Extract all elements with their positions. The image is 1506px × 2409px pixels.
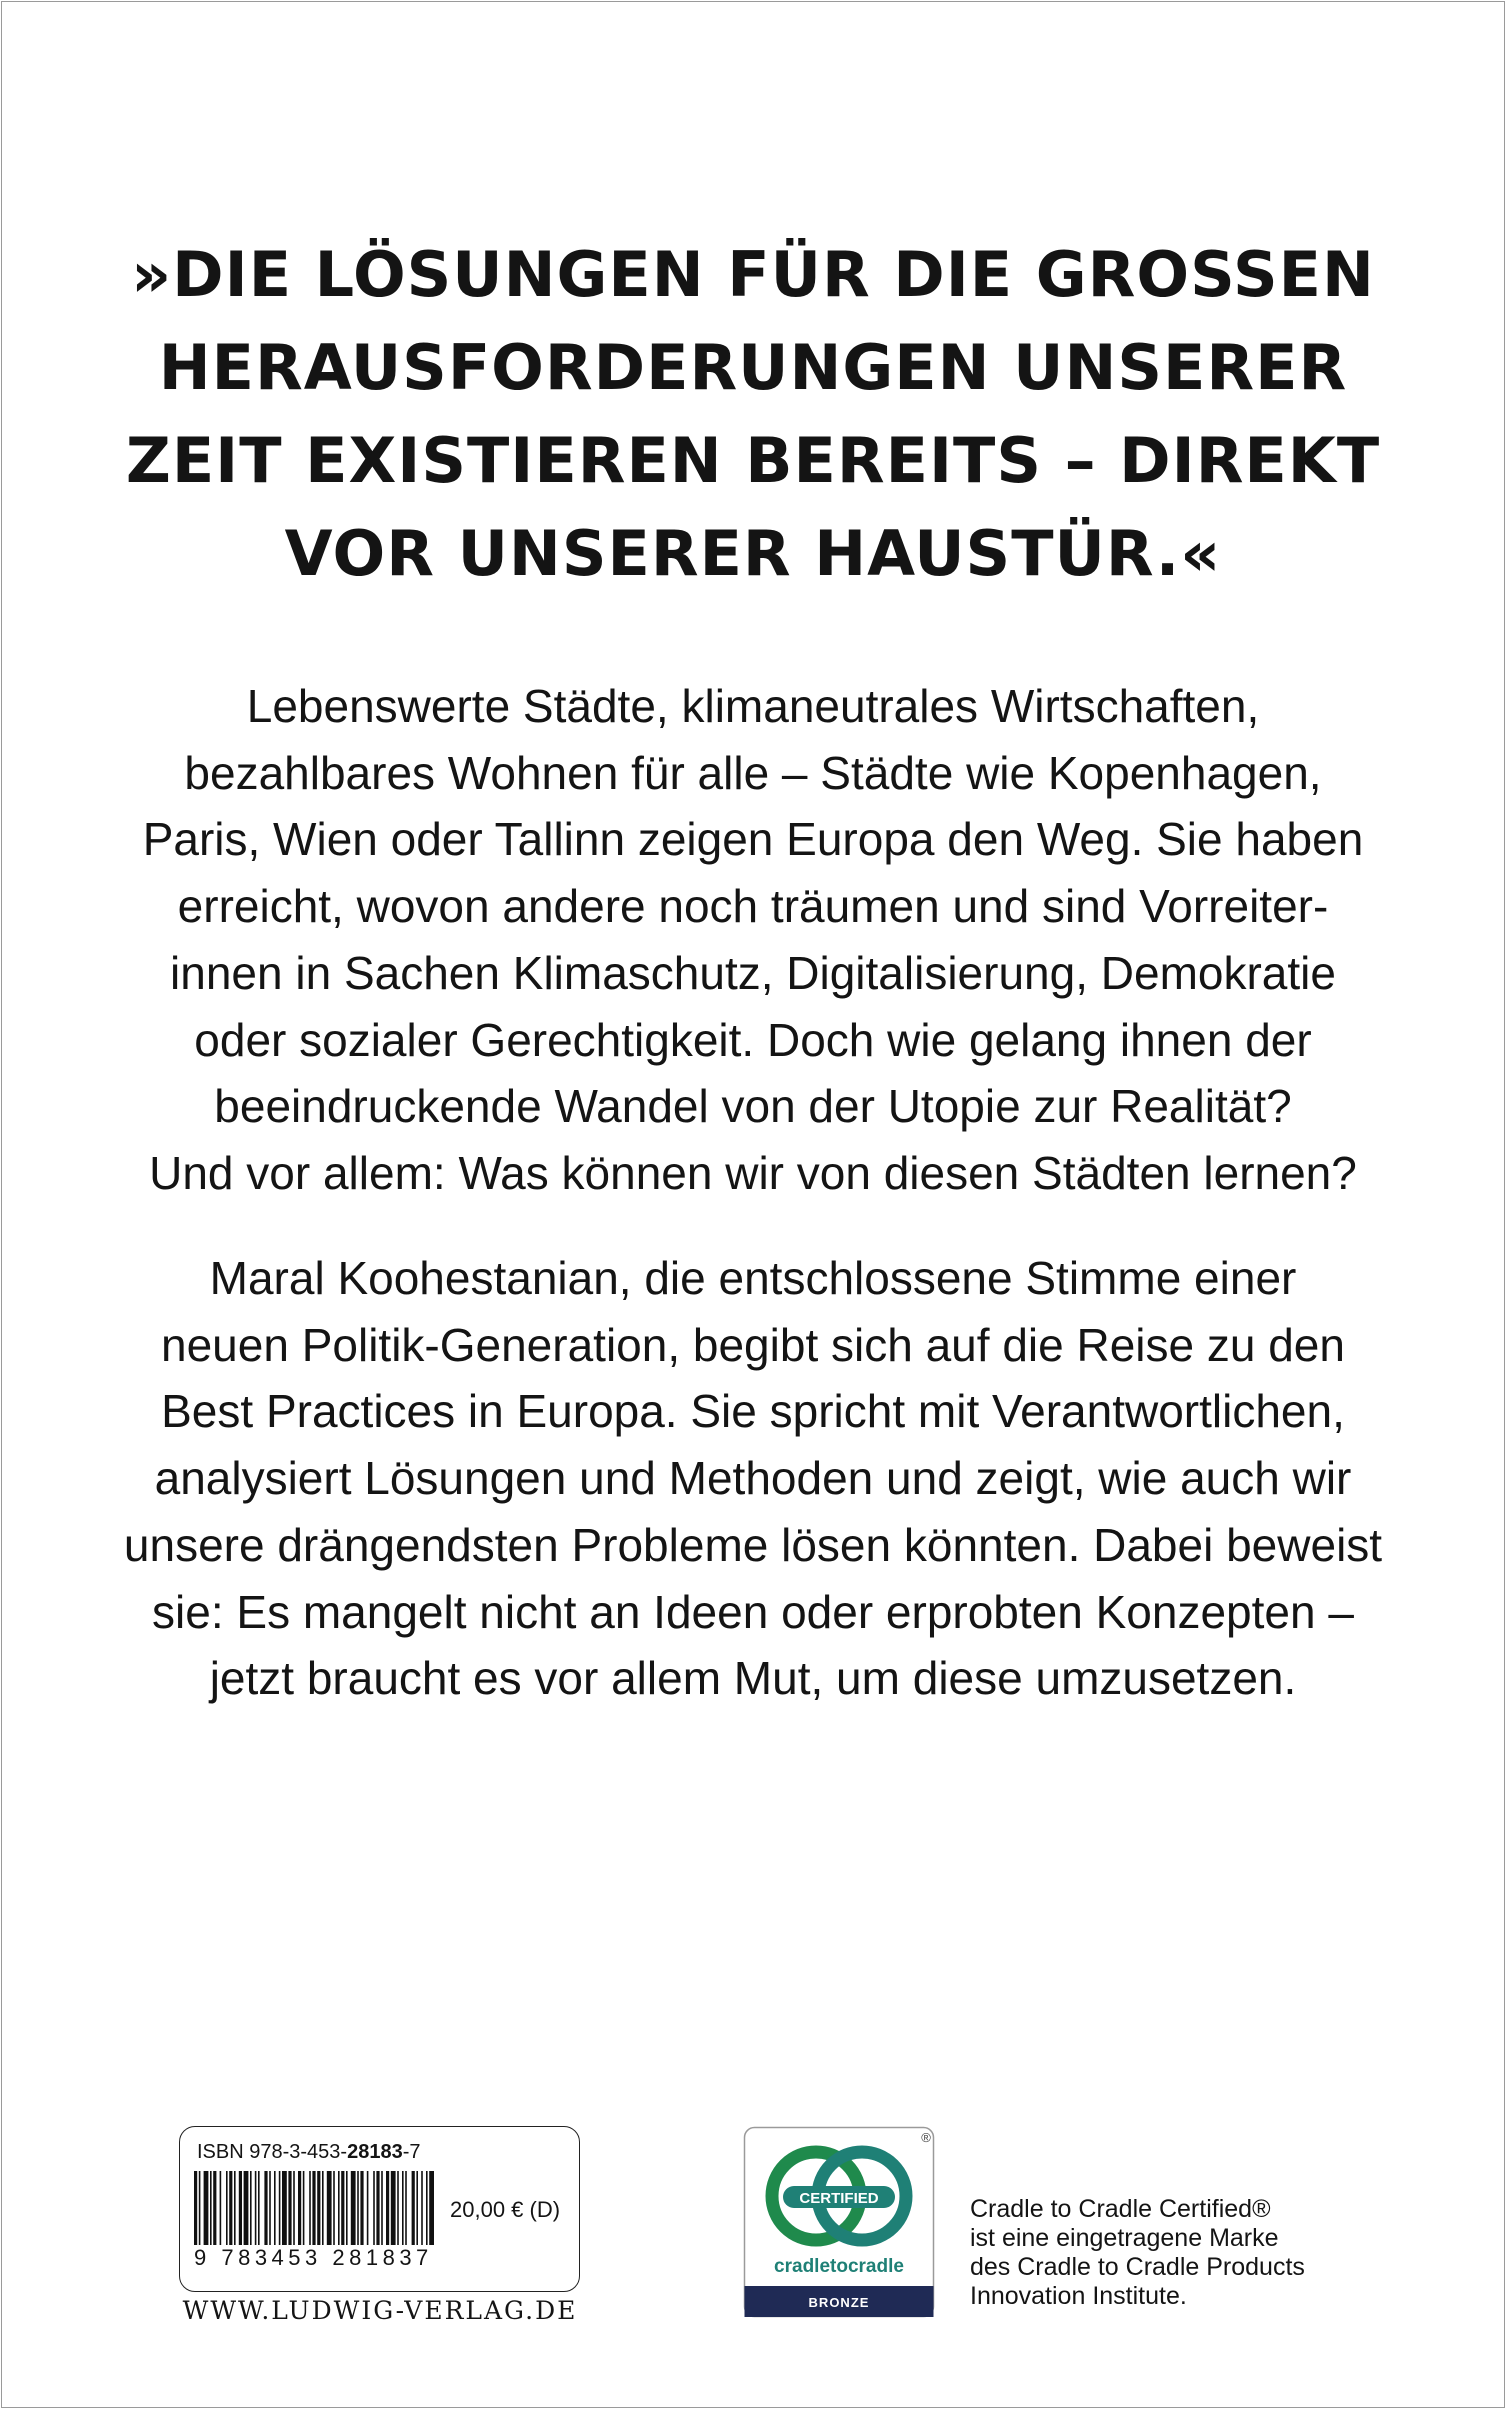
blurb-line: neuen Politik-Generation, begibt sich auf die Reise zu den <box>161 1318 1345 1371</box>
blurb-line: Lebenswerte Städte, klimaneutrales Wirtschaften, <box>246 680 1260 732</box>
barcode-digits: 9 783453 281837 <box>194 2245 433 2270</box>
price-label: 20,00 € (D) <box>450 2197 561 2222</box>
barcode-bar <box>391 2171 396 2245</box>
barcode-bar <box>317 2171 320 2245</box>
barcode-bar <box>239 2171 242 2245</box>
barcode-bar <box>322 2171 324 2245</box>
barcode-bar <box>309 2171 311 2245</box>
barcode-bar <box>397 2171 399 2245</box>
blurb-line: Best Practices in Europa. Sie spricht mit Verantwortlichen, <box>161 1385 1345 1438</box>
blurb-line: Und vor allem: Was können wir von diesen Städten lernen? <box>149 1146 1357 1199</box>
barcode-bar <box>213 2171 216 2245</box>
blurb-line: Paris, Wien oder Tallinn zeigen Europa den Weg. Sie haben <box>142 813 1364 866</box>
barcode-bar <box>376 2171 379 2245</box>
registered-mark: ® <box>921 2130 931 2145</box>
barcode-bar <box>210 2171 212 2245</box>
barcode-bar <box>327 2171 332 2245</box>
blurb-line: jetzt braucht es vor allem Mut, um diese umzusetzen. <box>209 1652 1297 1705</box>
barcode-bar <box>229 2171 232 2245</box>
barcode-bar <box>381 2171 383 2245</box>
cert-line: Innovation Institute. <box>970 2282 1187 2310</box>
barcode-bar <box>303 2171 305 2245</box>
barcode-bar <box>373 2171 375 2245</box>
quote-line: ZEIT EXISTIEREN BEREITS – DIREKT <box>125 424 1381 497</box>
barcode-bar <box>333 2171 335 2245</box>
barcode-bar <box>338 2171 340 2245</box>
barcode-bar <box>312 2171 315 2245</box>
blurb-line: analysiert Lösungen und Methoden und zeigt, wie auch wir <box>154 1452 1352 1505</box>
barcode-bar <box>288 2171 291 2245</box>
isbn-suffix: -7 <box>402 2141 421 2163</box>
barcode-bar <box>258 2171 260 2245</box>
quote-line: HERAUSFORDERUNGEN UNSERER <box>158 331 1348 404</box>
barcode-bar <box>402 2171 404 2245</box>
cert-line: ist eine eingetragene Marke <box>970 2224 1279 2252</box>
isbn-prefix: ISBN 978-3-453- <box>197 2141 348 2163</box>
quote-line: VOR UNSERER HAUSTÜR.« <box>284 517 1222 590</box>
level-label: BRONZE <box>808 2295 870 2310</box>
blurb-line: erreicht, wovon andere noch träumen und sind Vorreiter- <box>177 880 1329 933</box>
barcode-bar <box>220 2171 222 2245</box>
barcode-bar <box>416 2171 418 2245</box>
barcode-bar <box>204 2171 209 2245</box>
blurb-paragraph-1 <box>100 673 1406 1207</box>
barcode-bar <box>386 2171 389 2245</box>
barcode-bar <box>412 2171 415 2245</box>
barcode-bar <box>194 2171 197 2245</box>
barcode-bar <box>199 2171 201 2245</box>
brand-label: cradletocradle <box>774 2256 904 2277</box>
blurb-line: Maral Koohestanian, die entschlossene Stimme einer <box>209 1252 1297 1304</box>
barcode-bar <box>429 2171 434 2245</box>
barcode-bar <box>244 2171 249 2245</box>
blurb-line: innen in Sachen Klimaschutz, Digitalisierung, Demokratie <box>170 946 1336 999</box>
barcode-bar <box>341 2171 344 2245</box>
barcode-bar <box>226 2171 228 2245</box>
barcode-bar <box>351 2171 356 2245</box>
headline-quote <box>100 228 1406 600</box>
barcode-bar <box>367 2171 369 2245</box>
blurb-paragraph-2 <box>100 1245 1406 1712</box>
blurb-line: beeindruckende Wandel von der Utopie zur Realität? <box>214 1080 1292 1133</box>
blurb-line: oder sozialer Gerechtigkeit. Doch wie gelang ihnen der <box>194 1013 1312 1066</box>
barcode-bar <box>293 2171 295 2245</box>
blurb-line: unsere drängendsten Probleme lösen könnten. Dabei beweist <box>123 1518 1383 1571</box>
cert-line: des Cradle to Cradle Products <box>970 2253 1305 2281</box>
barcode-bar <box>250 2171 252 2245</box>
barcode-bar <box>357 2171 359 2245</box>
barcode-bar <box>264 2171 267 2245</box>
isbn-bold-part: 28183 <box>347 2141 403 2163</box>
cradle-to-cradle-logo <box>743 2126 935 2318</box>
quote-line: »DIE LÖSUNGEN FÜR DIE GROSSEN <box>131 238 1375 311</box>
barcode-bar <box>360 2171 363 2245</box>
barcode-bar <box>298 2171 301 2245</box>
cert-line: Cradle to Cradle Certified® <box>970 2195 1271 2223</box>
certified-label: CERTIFIED <box>799 2190 879 2207</box>
barcode-bar <box>274 2171 276 2245</box>
barcode-graphic <box>194 2171 444 2245</box>
barcode-bar <box>282 2171 287 2245</box>
barcode-bar <box>421 2171 423 2245</box>
barcode-bar <box>405 2171 407 2245</box>
barcode-bar <box>269 2171 271 2245</box>
blurb-line: bezahlbares Wohnen für alle – Städte wie Kopenhagen, <box>184 746 1322 799</box>
barcode-bar <box>426 2171 428 2245</box>
isbn-number <box>197 2141 421 2164</box>
certification-note <box>970 2195 1305 2311</box>
isbn-barcode-box <box>179 2126 580 2292</box>
barcode-bar <box>255 2171 257 2245</box>
barcode-bar <box>346 2171 348 2245</box>
barcode-bar <box>234 2171 236 2245</box>
blurb-line: sie: Es mangelt nicht an Ideen oder erprobten Konzepten – <box>152 1585 1354 1638</box>
barcode-bar <box>279 2171 281 2245</box>
publisher-website: WWW.LUDWIG-VERLAG.DE <box>182 2296 578 2325</box>
